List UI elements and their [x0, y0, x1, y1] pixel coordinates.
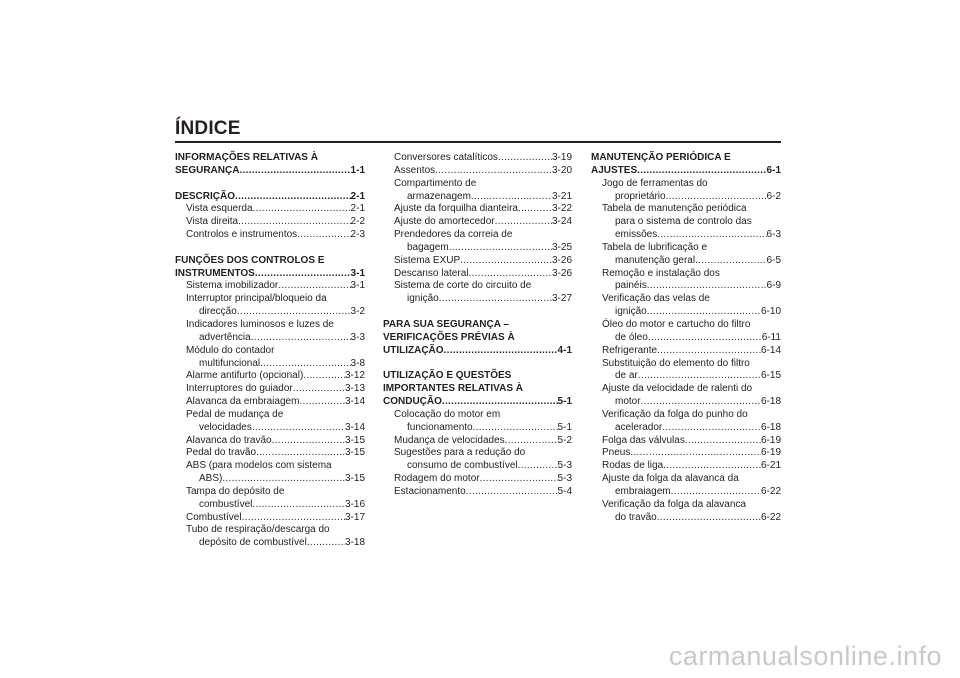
- dot-leader: [630, 447, 761, 460]
- toc-entry-title: Conversores catalíticos: [394, 152, 498, 163]
- toc-entry-title: Ajuste da forquilha dianteira: [394, 203, 518, 215]
- toc-page-number: 5-3: [557, 473, 572, 485]
- toc-entry: [383, 293, 572, 306]
- toc-line: Tampa do depósito de: [186, 485, 285, 497]
- toc-page-number: 6-15: [760, 370, 781, 382]
- toc-line: Compartimento de: [394, 177, 477, 189]
- toc-page-number: 5-3: [557, 460, 572, 472]
- toc-entry: [383, 473, 572, 486]
- toc-entry: [591, 460, 781, 473]
- dot-leader: [297, 229, 350, 242]
- toc-line: para o sistema de controlo das: [615, 216, 752, 228]
- toc-column-3: [591, 152, 781, 524]
- toc-page-number: 6-19: [760, 447, 781, 459]
- toc-entry-title: bagagem: [407, 241, 449, 253]
- dot-leader: [663, 460, 761, 473]
- dot-leader: [498, 152, 552, 165]
- toc-entry-title: SEGURANÇA: [175, 164, 240, 176]
- toc-line: Ajuste da velocidade de ralenti do: [602, 383, 753, 395]
- toc-entry: [591, 191, 781, 204]
- dot-leader: [252, 422, 345, 435]
- dot-leader: [647, 306, 761, 319]
- toc-entry: [591, 165, 781, 178]
- toc-entry-title: ABS): [199, 473, 223, 485]
- toc-page-number: 5-4: [557, 485, 572, 497]
- toc-page-number: 6-11: [761, 331, 781, 343]
- toc-entry-title: ignição: [407, 293, 439, 305]
- toc-page-number: 6-10: [760, 306, 781, 318]
- dot-leader: [495, 216, 552, 229]
- toc-entry-title: UTILIZAÇÃO: [383, 344, 444, 356]
- toc-entry-title: DESCRIÇÃO: [175, 190, 236, 202]
- dot-leader: [480, 473, 558, 486]
- toc-page-number: 3-14: [344, 396, 365, 408]
- toc-entry: [175, 499, 365, 512]
- toc-entry-title: acelerador: [615, 421, 663, 433]
- toc-line: Tubo de respiração/descarga do: [186, 524, 330, 536]
- toc-entry-title: motor: [615, 396, 641, 408]
- watermark: carmanualsonline.info: [668, 641, 942, 671]
- toc-entry: [383, 255, 572, 268]
- toc-page-number: 3-14: [344, 421, 365, 433]
- toc-page-number: 3-19: [551, 152, 572, 163]
- toc-entry: [383, 152, 572, 165]
- toc-entry: [175, 370, 365, 383]
- toc-page-number: 3-16: [344, 498, 365, 510]
- toc-entry-title: Rodas de liga: [602, 460, 664, 472]
- toc-page-number: 3-13: [344, 383, 365, 395]
- toc-entry: [175, 165, 365, 178]
- dot-leader: [647, 280, 767, 293]
- toc-line: Verificação das velas de: [602, 293, 710, 305]
- toc-spacer: [175, 242, 365, 255]
- toc-entry-title: do travão: [615, 511, 657, 523]
- toc-line: Colocação do motor em: [394, 408, 501, 420]
- toc-page-number: 3-15: [344, 434, 365, 446]
- toc-entry-title: CONDUÇÃO: [383, 396, 442, 408]
- toc-page-number: 3-26: [551, 254, 572, 266]
- toc-entry-title: direcção: [199, 306, 237, 318]
- dot-leader: [657, 345, 761, 358]
- dot-leader: [278, 280, 350, 293]
- toc-entry-title: advertência: [199, 331, 251, 343]
- toc-line: PARA SUA SEGURANÇA –: [383, 318, 509, 330]
- page-title: ÍNDICE: [175, 118, 241, 139]
- toc-entry: [175, 435, 365, 448]
- toc-entry: [383, 203, 572, 216]
- toc-entry-title: Rodagem do motor: [394, 473, 480, 485]
- toc-entry: [383, 216, 572, 229]
- toc-line: IMPORTANTES RELATIVAS À: [383, 383, 523, 395]
- toc-line: Sistema de corte do circuito de: [394, 280, 532, 292]
- toc-entry-title: Assentos: [394, 164, 436, 176]
- toc-entry: [383, 165, 572, 178]
- dot-leader: [662, 422, 761, 435]
- toc-line: UTILIZAÇÃO E QUESTÕES: [383, 370, 512, 382]
- toc-line: Jogo de ferramentas do: [602, 177, 708, 189]
- dot-leader: [442, 396, 558, 409]
- toc-entry-title: depósito de combustível: [199, 537, 307, 549]
- toc-entry-title: Alarme antifurto (opcional): [186, 370, 304, 382]
- toc-entry-title: proprietário: [615, 190, 666, 202]
- toc-page-number: 2-1: [350, 203, 365, 215]
- toc-entry: [383, 486, 572, 499]
- toc-spacer: [383, 358, 572, 371]
- toc-entry-title: Ajuste do amortecedor: [394, 216, 495, 228]
- toc-line: ABS (para modelos com sistema: [186, 460, 332, 472]
- toc-entry: [591, 447, 781, 460]
- toc-page-number: 6-19: [760, 434, 781, 446]
- toc-page-number: 3-15: [344, 473, 365, 485]
- toc-line: FUNÇÕES DOS CONTROLOS E: [175, 254, 325, 266]
- toc-page-number: 3-26: [551, 267, 572, 279]
- toc-entry: [383, 345, 572, 358]
- toc-entry-title: Combustível: [186, 511, 242, 523]
- toc-entry-title: Descanso lateral: [394, 267, 469, 279]
- toc-line: Ajuste da folga da alavanca da: [602, 473, 739, 485]
- dot-leader: [307, 537, 345, 550]
- toc-spacer: [383, 306, 572, 319]
- toc-page-number: 2-2: [350, 216, 365, 228]
- toc-line: Tabela de manutenção periódica: [602, 203, 747, 215]
- toc-page-number: 6-14: [760, 344, 781, 356]
- toc-entry: [175, 280, 365, 293]
- toc-entry-title: INSTRUMENTOS: [175, 267, 255, 279]
- toc-entry-title: manutenção geral: [615, 254, 696, 266]
- toc-page-number: 3-20: [551, 164, 572, 176]
- toc-entry-title: Mudança de velocidades: [394, 434, 505, 446]
- toc-page-number: 6-21: [760, 460, 781, 472]
- toc-entry-title: de óleo: [615, 331, 648, 343]
- toc-page-number: 5-1: [557, 421, 572, 433]
- toc-entry: [383, 191, 572, 204]
- toc-column-2: [383, 152, 572, 499]
- toc-entry-title: Sistema imobilizador: [186, 280, 279, 292]
- toc-page-number: 5-1: [557, 396, 572, 408]
- dot-leader: [242, 512, 345, 525]
- toc-entry: [175, 447, 365, 460]
- dot-leader: [435, 165, 552, 178]
- toc-entry: [175, 229, 365, 242]
- toc-entry: [591, 332, 781, 345]
- toc-entry: [591, 396, 781, 409]
- toc-page-number: 6-5: [766, 254, 781, 266]
- dot-leader: [252, 499, 345, 512]
- toc-entry-title: Pneus: [602, 447, 631, 459]
- toc-entry: [175, 268, 365, 281]
- toc-entry-title: consumo de combustível: [407, 460, 518, 472]
- dot-leader: [303, 370, 345, 383]
- dot-leader: [518, 203, 552, 216]
- dot-leader: [237, 306, 351, 319]
- toc-entry: [591, 422, 781, 435]
- toc-page-number: 6-3: [766, 229, 781, 241]
- toc-entry: [591, 306, 781, 319]
- toc-line: Pedal de mudança de: [186, 408, 284, 420]
- toc-line: Tabela de lubrificação e: [602, 241, 708, 253]
- dot-leader: [468, 268, 552, 281]
- dot-leader: [260, 358, 350, 371]
- dot-leader: [239, 165, 350, 178]
- toc-entry: [175, 203, 365, 216]
- dot-leader: [449, 242, 552, 255]
- dot-leader: [666, 191, 767, 204]
- dot-leader: [293, 383, 345, 396]
- dot-leader: [505, 435, 558, 448]
- toc-entry: [383, 435, 572, 448]
- toc-entry: [591, 345, 781, 358]
- toc-entry: [591, 229, 781, 242]
- toc-entry: [175, 332, 365, 345]
- dot-leader: [648, 332, 762, 345]
- toc-entry: [383, 396, 572, 409]
- toc-line: Indicadores luminosos e luzes de: [186, 318, 334, 330]
- toc-page-number: 6-22: [760, 485, 781, 497]
- toc-entry-title: Sistema EXUP: [394, 254, 461, 266]
- toc-entry: [175, 306, 365, 319]
- toc-line: Sugestões para a redução do: [394, 447, 526, 459]
- dot-leader: [272, 435, 345, 448]
- toc-entry-title: emissões: [615, 229, 658, 241]
- toc-entry: [175, 422, 365, 435]
- toc-entry-title: Interruptores do guiador: [186, 383, 293, 395]
- dot-leader: [460, 255, 552, 268]
- dot-leader: [518, 460, 558, 473]
- dot-leader: [657, 229, 766, 242]
- toc-line: Verificação da folga da alavanca: [602, 498, 746, 510]
- toc-entry-title: armazenagem: [407, 190, 471, 202]
- dot-leader: [466, 486, 558, 499]
- toc-entry-title: Pedal do travão: [186, 447, 257, 459]
- toc-entry-title: Folga das válvulas: [602, 434, 685, 446]
- toc-page-number: 3-12: [344, 370, 365, 382]
- toc-entry: [591, 370, 781, 383]
- dot-leader: [638, 370, 761, 383]
- dot-leader: [641, 396, 761, 409]
- toc-page-number: 3-8: [350, 357, 365, 369]
- toc-column-1: [175, 152, 365, 550]
- dot-leader: [256, 447, 345, 460]
- toc-page-number: 3-15: [344, 447, 365, 459]
- toc-entry: [175, 383, 365, 396]
- dot-leader: [255, 268, 351, 281]
- dot-leader: [222, 473, 345, 486]
- toc-page-number: 3-1: [350, 267, 365, 279]
- toc-line: Módulo do contador: [186, 344, 275, 356]
- toc-entry-title: AJUSTES: [591, 164, 638, 176]
- toc-entry-title: Alavanca da embraiagem: [186, 396, 300, 408]
- toc-entry: [175, 191, 365, 204]
- toc-entry: [591, 486, 781, 499]
- toc-line: Prendedores da correia de: [394, 229, 513, 241]
- toc-entry: [175, 473, 365, 486]
- toc-page-number: 6-22: [760, 511, 781, 523]
- dot-leader: [439, 293, 552, 306]
- dot-leader: [695, 255, 766, 268]
- toc-page-number: 3-24: [551, 216, 572, 228]
- toc-entry-title: Vista esquerda: [186, 203, 253, 215]
- toc-page-number: 3-27: [551, 293, 572, 305]
- dot-leader: [473, 422, 558, 435]
- toc-page-number: 6-1: [766, 164, 781, 176]
- dot-leader: [235, 191, 351, 204]
- toc-page-number: 6-18: [760, 421, 781, 433]
- toc-entry-title: ignição: [615, 306, 647, 318]
- dot-leader: [253, 203, 351, 216]
- toc-page-number: 6-9: [766, 280, 781, 292]
- toc-entry-title: Estacionamento: [394, 485, 466, 497]
- toc-entry-title: funcionamento: [407, 421, 473, 433]
- dot-leader: [299, 396, 345, 409]
- toc-entry: [383, 242, 572, 255]
- toc-page-number: 3-18: [344, 537, 365, 549]
- toc-entry-title: painéis: [615, 280, 647, 292]
- dot-leader: [671, 486, 761, 499]
- toc-page-number: 3-2: [350, 306, 365, 318]
- toc-line: Verificação da folga do punho do: [602, 408, 748, 420]
- toc-line: MANUTENÇÃO PERIÓDICA E: [591, 152, 731, 163]
- toc-entry: [591, 255, 781, 268]
- toc-entry: [175, 537, 365, 550]
- toc-entry: [383, 268, 572, 281]
- toc-entry: [175, 216, 365, 229]
- dot-leader: [251, 332, 351, 345]
- dot-leader: [685, 435, 761, 448]
- toc-page-number: 2-1: [350, 190, 365, 202]
- toc-entry-title: velocidades: [199, 421, 252, 433]
- dot-leader: [471, 191, 552, 204]
- toc-page-number: 2-3: [350, 229, 365, 241]
- toc-entry: [175, 396, 365, 409]
- dot-leader: [637, 165, 766, 178]
- toc-page-number: 1-1: [350, 164, 365, 176]
- toc-page-number: 3-25: [551, 241, 572, 253]
- toc-entry-title: multifuncional: [199, 357, 261, 369]
- toc-page-number: 3-22: [551, 203, 572, 215]
- toc-entry-title: combustível: [199, 498, 253, 510]
- toc-page-number: 3-3: [350, 331, 365, 343]
- toc-line: INFORMAÇÕES RELATIVAS À: [175, 152, 318, 163]
- toc-entry: [175, 512, 365, 525]
- toc-entry: [591, 280, 781, 293]
- toc-entry: [591, 435, 781, 448]
- toc-entry-title: de ar: [615, 370, 638, 382]
- dot-leader: [657, 512, 761, 525]
- title-rule: [175, 141, 781, 143]
- toc-line: VERIFICAÇÕES PRÉVIAS À: [383, 331, 515, 343]
- toc-entry-title: embraiagem: [615, 485, 671, 497]
- toc-line: Óleo do motor e cartucho do filtro: [602, 318, 751, 330]
- toc-entry-title: Alavanca do travão: [186, 434, 272, 446]
- toc-entry: [591, 512, 781, 525]
- toc-page-number: 3-1: [350, 280, 365, 292]
- toc-entry-title: Vista direita: [186, 216, 239, 228]
- toc-page-number: 3-17: [344, 511, 365, 523]
- toc-entry: [175, 358, 365, 371]
- toc-entry: [383, 460, 572, 473]
- toc-line: Interruptor principal/bloqueio da: [186, 293, 327, 305]
- dot-leader: [444, 345, 558, 358]
- toc-line: Remoção e instalação dos: [602, 267, 720, 279]
- toc-page-number: 3-21: [551, 190, 572, 202]
- toc-entry-title: Refrigerante: [602, 344, 658, 356]
- toc-page-number: 4-1: [557, 344, 572, 356]
- toc-line: Substituição do elemento do filtro: [602, 357, 750, 369]
- toc-entry-title: Controlos e instrumentos: [186, 229, 298, 241]
- dot-leader: [238, 216, 350, 229]
- toc-spacer: [175, 178, 365, 191]
- toc-entry: [383, 422, 572, 435]
- toc-page-number: 6-18: [760, 396, 781, 408]
- toc-page-number: 6-2: [766, 190, 781, 202]
- toc-page-number: 5-2: [557, 434, 572, 446]
